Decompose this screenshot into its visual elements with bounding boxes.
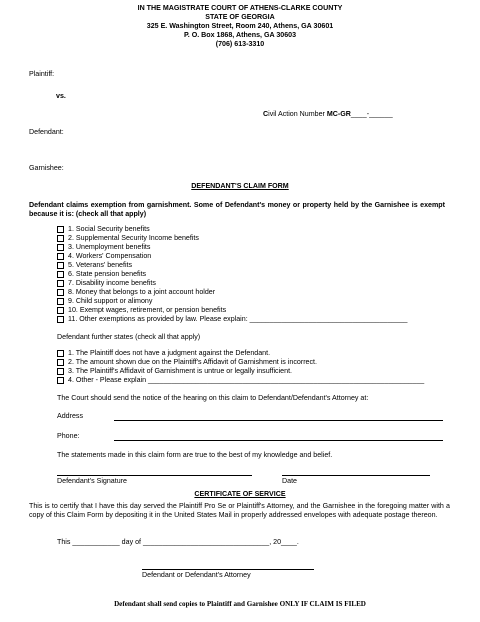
garnishee-label: Garnishee: [29, 164, 64, 172]
exemption-checkbox[interactable] [57, 307, 64, 314]
phone-label: Phone: [57, 432, 80, 440]
attorney-signature-line[interactable] [142, 569, 314, 570]
further-item [57, 367, 292, 376]
exemption-label: 3. Unemployment benefits [68, 243, 151, 252]
exemption-label: 10. Exempt wages, retirement, or pension benefits [68, 306, 227, 315]
signature-label: Defendant's Signature [57, 477, 127, 485]
date-line[interactable] [282, 475, 430, 476]
plaintiff-label: Plaintiff: [29, 70, 55, 78]
court-pobox: P. O. Box 1868, Athens, GA 30603 [183, 31, 297, 39]
further-text: 1. The Plaintiff does not have a judgment against the Defendant. [68, 349, 271, 358]
further-checkbox[interactable] [57, 359, 64, 366]
footer-note: Defendant shall send copies to Plaintiff and Garnishee ONLY IF CLAIM IS FILED [114, 600, 366, 608]
exemption-label: 1. Social Security benefits [68, 225, 150, 234]
exemption-checkbox[interactable] [57, 271, 64, 278]
further-item [57, 358, 317, 367]
state-name: STATE OF GEORGIA [205, 13, 275, 21]
exemption-checkbox[interactable] [57, 244, 64, 251]
exemption-item [57, 234, 199, 243]
defendant-label: Defendant: [29, 128, 64, 136]
exemption-checkbox[interactable] [57, 253, 64, 260]
intro-text: Defendant claims exemption from garnishment. Some of Defendant's money or property held by the Garnishee is exempt because it is: (check all that apply) [29, 201, 445, 218]
further-checkbox[interactable] [57, 377, 64, 384]
civil-action-number: MC-GR [326, 110, 351, 118]
court-address: 325 E. Washington Street, Room 240, Athens, GA 30601 [146, 22, 334, 30]
exemption-checkbox[interactable] [57, 289, 64, 296]
address-field[interactable] [114, 420, 443, 421]
exemption-label: 4. Workers' Compensation [68, 252, 152, 261]
exemption-item [57, 243, 150, 252]
this-day-line[interactable]: This ____________ day of ________________________________, 20____. [57, 538, 299, 546]
exemption-label: 5. Veterans' benefits [68, 261, 133, 270]
phone-field[interactable] [114, 440, 443, 441]
exemption-item [57, 306, 226, 315]
truth-statement: The statements made in this claim form are true to the best of my knowledge and belief. [57, 451, 333, 459]
court-phone: (706) 613-3310 [215, 40, 265, 48]
exemption-label: 8. Money that belongs to a joint account holder [68, 288, 216, 297]
further-item [57, 349, 270, 358]
further-text: 2. The amount shown due on the Plaintiff's Affidavit of Garnishment is incorrect. [68, 358, 317, 367]
address-label: Address [57, 412, 84, 420]
date-label: Date [282, 477, 297, 485]
exemption-checkbox[interactable] [57, 280, 64, 287]
exemption-label: 7. Disability income benefits [68, 279, 156, 288]
form-title: DEFENDANT'S CLAIM FORM [191, 182, 289, 190]
exemption-label: 2. Supplemental Security Income benefits [68, 234, 199, 243]
civil-action-blank[interactable]: ____-______ [350, 110, 393, 118]
exemption-checkbox[interactable] [57, 316, 64, 323]
further-label: Defendant further states (check all that apply) [57, 333, 201, 341]
further-checkbox[interactable] [57, 368, 64, 375]
exemption-item [57, 252, 151, 261]
exemption-checkbox[interactable] [57, 235, 64, 242]
further-item [57, 376, 424, 385]
further-text: 3. The Plaintiff's Affidavit of Garnishment is untrue or legally insufficient. [68, 367, 293, 376]
exemption-item [57, 288, 215, 297]
signature-line[interactable] [57, 475, 252, 476]
exemption-label: 6. State pension benefits [68, 270, 147, 279]
exemption-label: 9. Child support or alimony [68, 297, 153, 306]
civil-action-line [263, 110, 393, 119]
cert-text: This is to certify that I have this day served the Plaintiff Pro Se or Plaintiff's Attorney, and the Garnishee in the foregoing matter with a copy of this Claim Form by depositing it in the United States Mail in properly addressed envelopes with adequate postage thereon. [29, 502, 450, 519]
notice-text: The Court should send the notice of the hearing on this claim to Defendant/Defendant's Attorney at: [57, 394, 369, 402]
further-checkbox[interactable] [57, 350, 64, 357]
exemption-checkbox[interactable] [57, 226, 64, 233]
vs-label: vs. [56, 92, 66, 100]
exemption-item [57, 315, 407, 324]
exemption-checkbox[interactable] [57, 262, 64, 269]
exemption-label: 11. Other exemptions as provided by law. Please explain: ________________________________________ [68, 315, 408, 324]
exemption-checkbox[interactable] [57, 298, 64, 305]
exemption-item [57, 297, 152, 306]
further-text: 4. Other - Please explain ______________________________________________________________________ [68, 376, 425, 385]
attorney-label: Defendant or Defendant's Attorney [142, 571, 251, 579]
exemption-item [57, 270, 146, 279]
civil-action-label: ivil Action Number [268, 110, 327, 118]
exemption-item [57, 261, 132, 270]
civil-action-initial: C [263, 110, 269, 118]
exemption-item [57, 225, 150, 234]
court-name: IN THE MAGISTRATE COURT OF ATHENS-CLARKE COUNTY [137, 4, 343, 12]
cert-title: CERTIFICATE OF SERVICE [194, 490, 286, 498]
exemption-item [57, 279, 156, 288]
